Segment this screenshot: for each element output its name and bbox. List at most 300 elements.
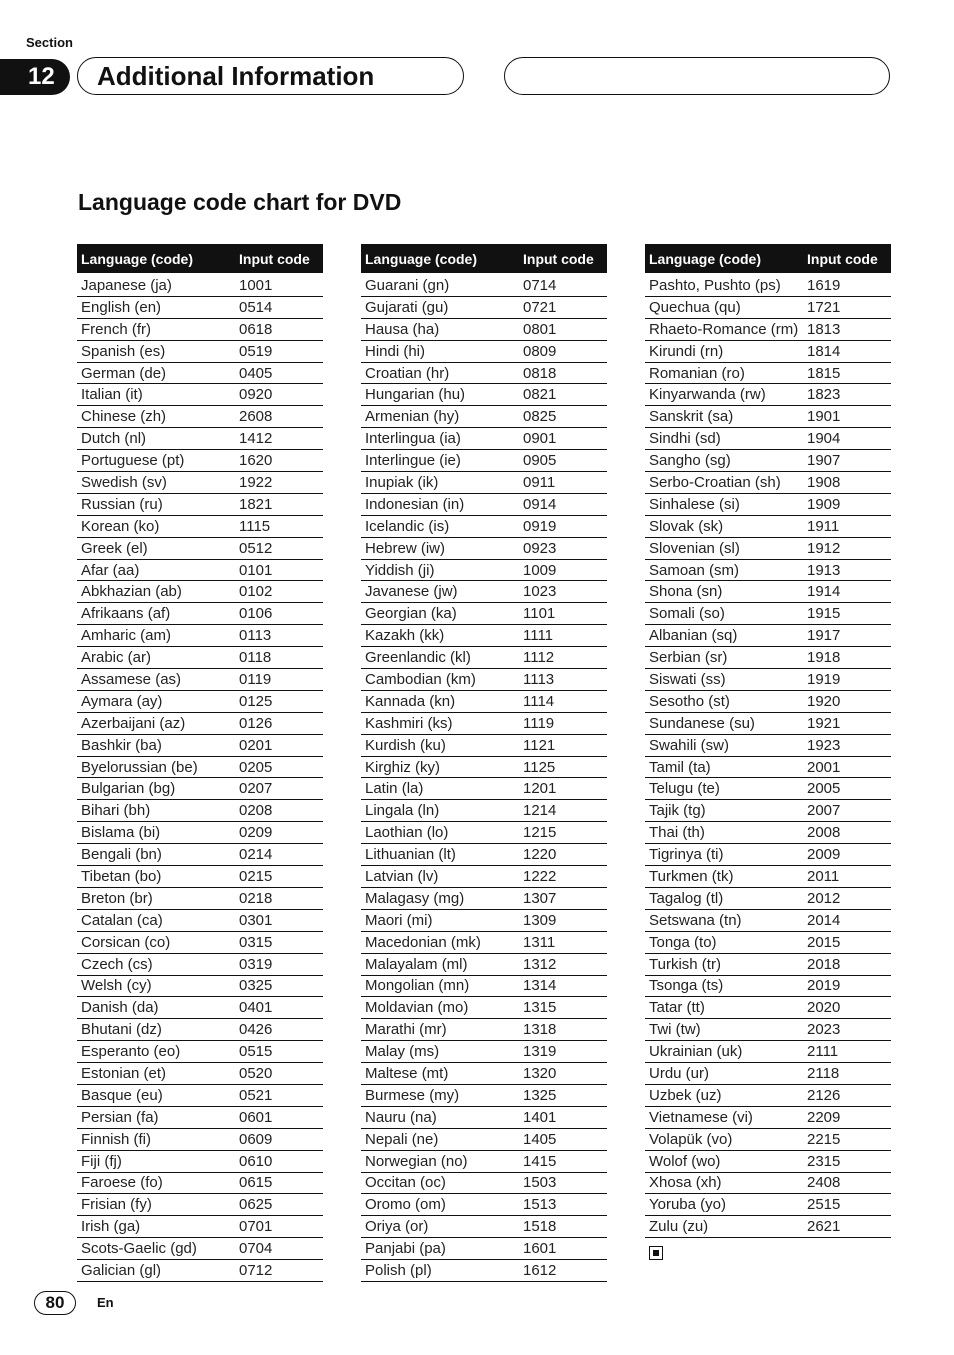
input-code-cell: 1415: [523, 1152, 557, 1170]
input-code-cell: 1518: [523, 1218, 557, 1236]
table-row: [361, 625, 607, 647]
table-row: [361, 363, 607, 385]
input-code-cell: 1821: [239, 495, 273, 513]
input-code-cell: 2009: [807, 846, 841, 864]
language-name-cell: Bulgarian (bg): [81, 780, 176, 798]
language-name-cell: Siswati (ss): [649, 670, 726, 688]
input-code-cell: 0901: [523, 430, 557, 448]
table-row: [645, 954, 891, 976]
table-row: [77, 406, 323, 428]
input-code-cell: 0113: [239, 627, 272, 645]
input-code-cell: 0201: [239, 736, 273, 754]
language-name-cell: Scots-Gaelic (gd): [81, 1240, 197, 1258]
input-code-cell: 0609: [239, 1130, 273, 1148]
language-name-cell: Occitan (oc): [365, 1174, 446, 1192]
input-code-cell: 1911: [807, 517, 840, 535]
table-row: [77, 319, 323, 341]
table-row: [361, 538, 607, 560]
table-row: [361, 778, 607, 800]
table-row: [361, 472, 607, 494]
language-name-cell: Kurdish (ku): [365, 736, 446, 754]
table-row: [645, 757, 891, 779]
input-code-cell: 2408: [807, 1174, 841, 1192]
language-name-cell: Hungarian (hu): [365, 386, 466, 404]
input-code-cell: 2621: [807, 1218, 841, 1236]
table-row: [77, 625, 323, 647]
table-row: [361, 1129, 607, 1151]
input-code-cell: 1220: [523, 846, 557, 864]
language-name-cell: Turkish (tr): [649, 955, 721, 973]
input-code-cell: 0520: [239, 1065, 273, 1082]
language-name-cell: Wolof (wo): [649, 1152, 721, 1170]
input-code-cell: 0118: [239, 649, 272, 667]
language-tag: En: [97, 1295, 114, 1310]
language-name-cell: Tamil (ta): [649, 758, 711, 776]
table-row: [77, 713, 323, 735]
language-name-cell: Ukrainian (uk): [649, 1043, 743, 1061]
table-row: [361, 888, 607, 910]
language-name-cell: Aymara (ay): [81, 692, 163, 710]
input-code-cell: 1318: [523, 1021, 557, 1039]
input-code-cell: 0315: [239, 933, 273, 951]
input-code-cell: 2014: [807, 911, 841, 929]
input-code-cell: 0625: [239, 1196, 273, 1214]
language-name-cell: Bhutani (dz): [81, 1021, 162, 1039]
language-name-cell: Corsican (co): [81, 933, 171, 951]
input-code-cell: 0714: [523, 276, 557, 294]
table-row: [645, 976, 891, 998]
table-body: [361, 275, 607, 1282]
language-name-cell: Catalan (ca): [81, 911, 163, 929]
input-code-cell: 0301: [239, 911, 273, 929]
language-name-cell: Setswana (tn): [649, 911, 742, 929]
table-row: [361, 932, 607, 954]
table-row: [77, 1238, 323, 1260]
table-row: [361, 713, 607, 735]
input-code-cell: 1121: [523, 736, 556, 754]
language-name-cell: Faroese (fo): [81, 1174, 163, 1192]
table-row: [645, 997, 891, 1019]
input-code-cell: 0701: [239, 1218, 273, 1236]
input-code-cell: 1309: [523, 911, 557, 929]
input-code-cell: 1214: [523, 802, 557, 820]
table-row: [361, 735, 607, 757]
input-code-cell: 1319: [523, 1043, 557, 1061]
table-row: [77, 1194, 323, 1216]
table-body: [645, 275, 891, 1238]
input-code-cell: 1311: [523, 933, 556, 951]
input-code-cell: 1114: [523, 692, 555, 710]
input-code-cell: 1503: [523, 1174, 557, 1192]
language-name-cell: Swahili (sw): [649, 736, 730, 754]
input-code-cell: 1913: [807, 561, 841, 579]
language-name-cell: Hausa (ha): [365, 320, 440, 338]
table-row: [77, 1260, 323, 1282]
input-code-cell: 1412: [239, 430, 273, 448]
table-row: [361, 428, 607, 450]
language-name-cell: Malayalam (ml): [365, 955, 468, 973]
table-row: [645, 822, 891, 844]
table-row: [77, 363, 323, 385]
input-code-cell: 1901: [807, 408, 841, 426]
table-row: [645, 910, 891, 932]
table-row: [77, 997, 323, 1019]
language-name-cell: Nepali (ne): [365, 1130, 439, 1148]
table-row: [361, 1085, 607, 1107]
input-code-cell: 1612: [523, 1262, 557, 1280]
input-code-cell: 1908: [807, 473, 841, 491]
input-code-cell: 1112: [523, 649, 555, 667]
input-code-cell: 1111: [523, 627, 554, 645]
header-input-code: Input code: [239, 250, 310, 267]
table-row: [361, 1260, 607, 1282]
input-code-cell: 1009: [523, 561, 557, 579]
language-name-cell: Frisian (fy): [81, 1196, 152, 1214]
language-name-cell: Yiddish (ji): [365, 561, 435, 579]
input-code-cell: 0215: [239, 867, 273, 885]
input-code-cell: 0704: [239, 1240, 273, 1258]
header-language: Language (code): [649, 250, 762, 267]
language-name-cell: Tajik (tg): [649, 802, 706, 820]
table-row: [77, 1107, 323, 1129]
table-row: [361, 297, 607, 319]
language-name-cell: Norwegian (no): [365, 1152, 468, 1170]
table-row: [77, 757, 323, 779]
language-name-cell: Chinese (zh): [81, 408, 167, 426]
language-name-cell: Yoruba (yo): [649, 1196, 726, 1214]
language-name-cell: Laothian (lo): [365, 824, 449, 842]
table-row: [361, 647, 607, 669]
page-number: 80: [34, 1291, 76, 1315]
input-code-cell: 2023: [807, 1021, 841, 1039]
table-row: [645, 625, 891, 647]
language-name-cell: Inupiak (ik): [365, 473, 439, 491]
input-code-cell: 2015: [807, 933, 841, 951]
input-code-cell: 2011: [807, 867, 840, 885]
language-name-cell: Kirundi (rn): [649, 342, 724, 360]
language-name-cell: Somali (so): [649, 605, 725, 623]
input-code-cell: 0514: [239, 298, 273, 316]
table-row: [77, 1019, 323, 1041]
input-code-cell: 0615: [239, 1174, 273, 1192]
table-row: [645, 1041, 891, 1063]
table-row: [77, 691, 323, 713]
table-row: [645, 1019, 891, 1041]
table-row: [645, 669, 891, 691]
table-row: [645, 450, 891, 472]
table-row: [645, 932, 891, 954]
input-code-cell: 1619: [807, 276, 841, 294]
language-name-cell: German (de): [81, 364, 167, 382]
table-row: [645, 1107, 891, 1129]
section-label: Section: [26, 35, 73, 50]
language-name-cell: Kannada (kn): [365, 692, 456, 710]
input-code-cell: 1919: [807, 670, 841, 688]
table-row: [361, 275, 607, 297]
input-code-cell: 1912: [807, 539, 841, 557]
input-code-cell: 2007: [807, 802, 841, 820]
input-code-cell: 0821: [523, 386, 557, 404]
language-name-cell: Gujarati (gu): [365, 298, 449, 316]
language-name-cell: Mongolian (mn): [365, 977, 470, 995]
language-name-cell: Hindi (hi): [365, 342, 426, 360]
language-name-cell: Serbian (sr): [649, 649, 728, 667]
language-name-cell: Nauru (na): [365, 1108, 437, 1126]
table-row: [361, 1063, 607, 1085]
table-row: [645, 1151, 891, 1173]
input-code-cell: 0325: [239, 977, 273, 995]
input-code-cell: 0125: [239, 692, 273, 710]
language-name-cell: Tagalog (tl): [649, 889, 724, 907]
table-row: [77, 976, 323, 998]
table-row: [645, 560, 891, 582]
table-row: [77, 735, 323, 757]
language-name-cell: Tigrinya (ti): [649, 846, 724, 864]
input-code-cell: 1917: [807, 627, 841, 645]
language-name-cell: Polish (pl): [365, 1262, 432, 1280]
input-code-cell: 0515: [239, 1043, 273, 1061]
input-code-cell: 1907: [807, 452, 841, 470]
input-code-cell: 1405: [523, 1130, 557, 1148]
table-row: [361, 822, 607, 844]
input-code-cell: 1113: [523, 670, 555, 688]
table-row: [361, 954, 607, 976]
input-code-cell: 0207: [239, 780, 273, 798]
language-name-cell: Portuguese (pt): [81, 452, 185, 470]
table-row: [361, 844, 607, 866]
input-code-cell: 1923: [807, 736, 841, 754]
table-row: [361, 1194, 607, 1216]
table-row: [77, 603, 323, 625]
table-row: [77, 910, 323, 932]
input-code-cell: 0218: [239, 889, 273, 907]
table-row: [645, 494, 891, 516]
table-row: [77, 450, 323, 472]
table-row: [77, 932, 323, 954]
header-language: Language (code): [81, 250, 194, 267]
input-code-cell: 1815: [807, 364, 841, 382]
input-code-cell: 2019: [807, 977, 841, 995]
language-name-cell: Twi (tw): [649, 1021, 701, 1039]
table-row: [645, 516, 891, 538]
language-name-cell: Greek (el): [81, 539, 148, 557]
language-name-cell: Malay (ms): [365, 1043, 440, 1061]
table-row: [77, 866, 323, 888]
input-code-cell: 2111: [807, 1043, 839, 1061]
language-name-cell: Marathi (mr): [365, 1021, 447, 1039]
language-name-cell: Oriya (or): [365, 1218, 429, 1236]
input-code-cell: 2012: [807, 889, 841, 907]
language-name-cell: Latin (la): [365, 780, 424, 798]
language-name-cell: Maori (mi): [365, 911, 433, 929]
input-code-cell: 1721: [807, 298, 841, 316]
section-number-badge: 12: [0, 59, 70, 95]
table-row: [645, 844, 891, 866]
table-row: [77, 538, 323, 560]
input-code-cell: 0512: [239, 539, 273, 557]
language-name-cell: Bihari (bh): [81, 802, 151, 820]
input-code-cell: 0919: [523, 517, 557, 535]
language-name-cell: Pashto, Pushto (ps): [649, 276, 781, 294]
language-name-cell: Sanskrit (sa): [649, 408, 734, 426]
language-name-cell: Afar (aa): [81, 561, 140, 579]
input-code-cell: 0102: [239, 583, 273, 601]
language-name-cell: Quechua (qu): [649, 298, 741, 316]
input-code-cell: 1813: [807, 320, 841, 338]
table-row: [361, 516, 607, 538]
language-name-cell: Turkmen (tk): [649, 867, 734, 885]
input-code-cell: 0905: [523, 452, 557, 470]
table-row: [361, 669, 607, 691]
language-name-cell: Volapük (vo): [649, 1130, 733, 1148]
table-row: [361, 1041, 607, 1063]
language-name-cell: Interlingua (ia): [365, 430, 461, 448]
language-name-cell: Oromo (om): [365, 1196, 446, 1214]
table-row: [361, 1151, 607, 1173]
table-row: [645, 297, 891, 319]
input-code-cell: 2018: [807, 955, 841, 973]
input-code-cell: 0119: [239, 670, 272, 688]
table-row: [77, 1129, 323, 1151]
table-row: [645, 406, 891, 428]
table-row: [645, 1063, 891, 1085]
language-name-cell: Thai (th): [649, 824, 705, 842]
language-name-cell: French (fr): [81, 320, 152, 338]
table-row: [361, 406, 607, 428]
input-code-cell: 0601: [239, 1108, 273, 1126]
header-input-code: Input code: [807, 250, 878, 267]
language-name-cell: Uzbek (uz): [649, 1086, 722, 1104]
input-code-cell: 0214: [239, 846, 273, 864]
language-name-cell: Kirghiz (ky): [365, 758, 441, 776]
table-row: [77, 428, 323, 450]
language-name-cell: Kashmiri (ks): [365, 714, 453, 732]
language-name-cell: Guarani (gn): [365, 276, 450, 294]
table-row: [77, 888, 323, 910]
table-row: [361, 603, 607, 625]
table-row: [77, 844, 323, 866]
end-square-icon: [649, 1246, 663, 1260]
language-name-cell: Breton (br): [81, 889, 153, 907]
table-row: [361, 1216, 607, 1238]
table-row: [77, 1151, 323, 1173]
table-row: [361, 757, 607, 779]
input-code-cell: 0825: [523, 408, 557, 426]
table-row: [645, 363, 891, 385]
language-name-cell: Icelandic (is): [365, 517, 450, 535]
table-row: [361, 910, 607, 932]
input-code-cell: 0618: [239, 320, 273, 338]
language-name-cell: Vietnamese (vi): [649, 1108, 753, 1126]
language-name-cell: Lithuanian (lt): [365, 846, 456, 864]
input-code-cell: 1823: [807, 386, 841, 404]
language-name-cell: Fiji (fj): [81, 1152, 122, 1170]
input-code-cell: 1023: [523, 583, 557, 601]
input-code-cell: 1215: [523, 824, 557, 842]
table-row: [361, 800, 607, 822]
language-name-cell: Tsonga (ts): [649, 977, 724, 995]
input-code-cell: 0923: [523, 539, 557, 557]
input-code-cell: 1312: [523, 955, 557, 973]
language-name-cell: Indonesian (in): [365, 495, 465, 513]
table-row: [361, 384, 607, 406]
input-code-cell: 2118: [807, 1065, 840, 1082]
language-name-cell: Czech (cs): [81, 955, 153, 973]
input-code-cell: 1101: [523, 605, 556, 623]
language-name-cell: Serbo-Croatian (sh): [649, 473, 781, 491]
table-row: [645, 581, 891, 603]
input-code-cell: 0426: [239, 1021, 273, 1039]
input-code-cell: 1915: [807, 605, 841, 623]
input-code-cell: 1307: [523, 889, 557, 907]
input-code-cell: 1314: [523, 977, 557, 995]
language-name-cell: Italian (it): [81, 386, 143, 404]
input-code-cell: 1814: [807, 342, 841, 360]
language-name-cell: Afrikaans (af): [81, 605, 171, 623]
language-name-cell: Azerbaijani (az): [81, 714, 186, 732]
table-row: [645, 472, 891, 494]
language-name-cell: Swedish (sv): [81, 473, 167, 491]
blank-header-frame: [504, 57, 890, 95]
language-name-cell: Sangho (sg): [649, 452, 731, 470]
table-row: [361, 1173, 607, 1195]
input-code-cell: 1918: [807, 649, 841, 667]
language-name-cell: Estonian (et): [81, 1065, 167, 1082]
language-name-cell: Spanish (es): [81, 342, 166, 360]
table-row: [77, 647, 323, 669]
input-code-cell: 0519: [239, 342, 273, 360]
table-row: [645, 1085, 891, 1107]
input-code-cell: 1401: [523, 1108, 557, 1126]
language-name-cell: Byelorussian (be): [81, 758, 198, 776]
table-row: [645, 866, 891, 888]
table-row: [645, 275, 891, 297]
input-code-cell: 1920: [807, 692, 841, 710]
table-row: [77, 822, 323, 844]
table-row: [77, 581, 323, 603]
language-name-cell: Croatian (hr): [365, 364, 450, 382]
input-code-cell: 2608: [239, 408, 273, 426]
table-row: [645, 778, 891, 800]
table-row: [645, 1216, 891, 1238]
language-name-cell: Interlingue (ie): [365, 452, 461, 470]
language-name-cell: Sindhi (sd): [649, 430, 721, 448]
language-name-cell: Slovenian (sl): [649, 539, 740, 557]
input-code-cell: 1001: [239, 276, 273, 294]
language-name-cell: Tibetan (bo): [81, 867, 162, 885]
input-code-cell: 0208: [239, 802, 273, 820]
input-code-cell: 1125: [523, 758, 556, 776]
language-name-cell: Samoan (sm): [649, 561, 740, 579]
table-row: [361, 450, 607, 472]
input-code-cell: 0319: [239, 955, 273, 973]
input-code-cell: 2020: [807, 999, 841, 1017]
language-name-cell: Finnish (fi): [81, 1130, 152, 1148]
header-input-code: Input code: [523, 250, 594, 267]
table-row: [77, 954, 323, 976]
language-name-cell: Latvian (lv): [365, 867, 439, 885]
table-row: [645, 1173, 891, 1195]
language-name-cell: Greenlandic (kl): [365, 649, 471, 667]
language-name-cell: Moldavian (mo): [365, 999, 469, 1017]
table-row: [77, 1063, 323, 1085]
input-code-cell: 1513: [523, 1196, 557, 1214]
table-row: [361, 494, 607, 516]
table-row: [645, 538, 891, 560]
input-code-cell: 0712: [239, 1262, 273, 1280]
language-name-cell: Irish (ga): [81, 1218, 141, 1236]
table-row: [361, 560, 607, 582]
